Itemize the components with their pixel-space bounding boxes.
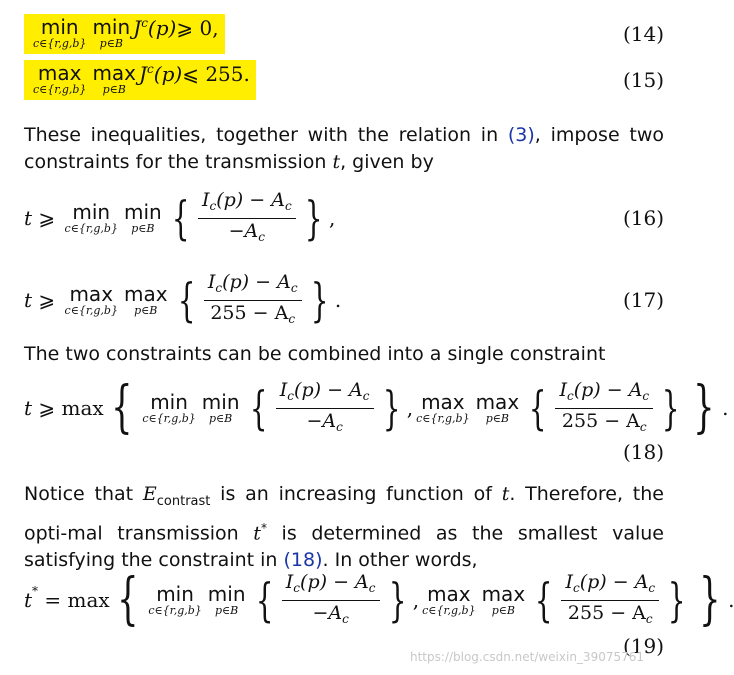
eq-number-19: (19) (622, 634, 664, 658)
equation-18: t ⩾ max { min c∈{r,g,b} min p∈B { $\frac{I_c(p) - A_c}{-A_c}$ } , max c∈{r,g,b} max p∈B { $\frac{I_c(p) - A_c}{255 - A_c}$ } } . (24, 375, 729, 440)
equation-15 (24, 62, 664, 98)
equation-14 (24, 16, 664, 52)
highlight-14: min c∈{r,g,b} min p∈B J c (p) ⩾ 0, (24, 14, 225, 54)
highlight-15: max c∈{r,g,b} max p∈B J c (p) ⩽ 255. (24, 60, 256, 100)
eq-number-18: (18) (622, 440, 664, 464)
paragraph-1: These inequalities, together with the relation in (3), impose two constraints for the transmission t, given by (24, 124, 665, 173)
eq-number-15: (15) (622, 68, 664, 92)
watermark: https://blog.csdn.net/weixin_39075761 (410, 650, 645, 664)
ref-link-3[interactable]: (3) (507, 124, 535, 146)
eq-number-17: (17) (622, 288, 664, 312)
paragraph-3: Notice that $E_{contrast}$ is an increasing function of t. Therefore, the opti-mal transmission t* is determined as the smallest value satisfying the constraint in (18). In other words, (24, 483, 664, 572)
eq-number-14: (14) (622, 22, 664, 46)
ref-link-18[interactable]: (18) (283, 549, 323, 572)
eq-number-16: (16) (622, 206, 664, 230)
paragraph-2: The two constraints can be combined into a single constraint (24, 343, 606, 365)
equation-17: t ⩾ max c∈{r,g,b} max p∈B { $\frac{I_c(p) - A_c}{255 - A_c}$ } . (17) (24, 270, 664, 327)
equation-16: t ⩾ min c∈{r,g,b} min p∈B { $\frac{I_c(p) - A_c}{-A_c}$ } , (16) (24, 188, 664, 245)
equation-19: t * = max { min c∈{r,g,b} min p∈B { $\frac{I_c(p) - A_c}{-A_c}$ } , max c∈{r,g,b} max p∈B { $\frac{I_c(p) - A_c}{255 - A_c}$ } } . (24, 567, 734, 632)
